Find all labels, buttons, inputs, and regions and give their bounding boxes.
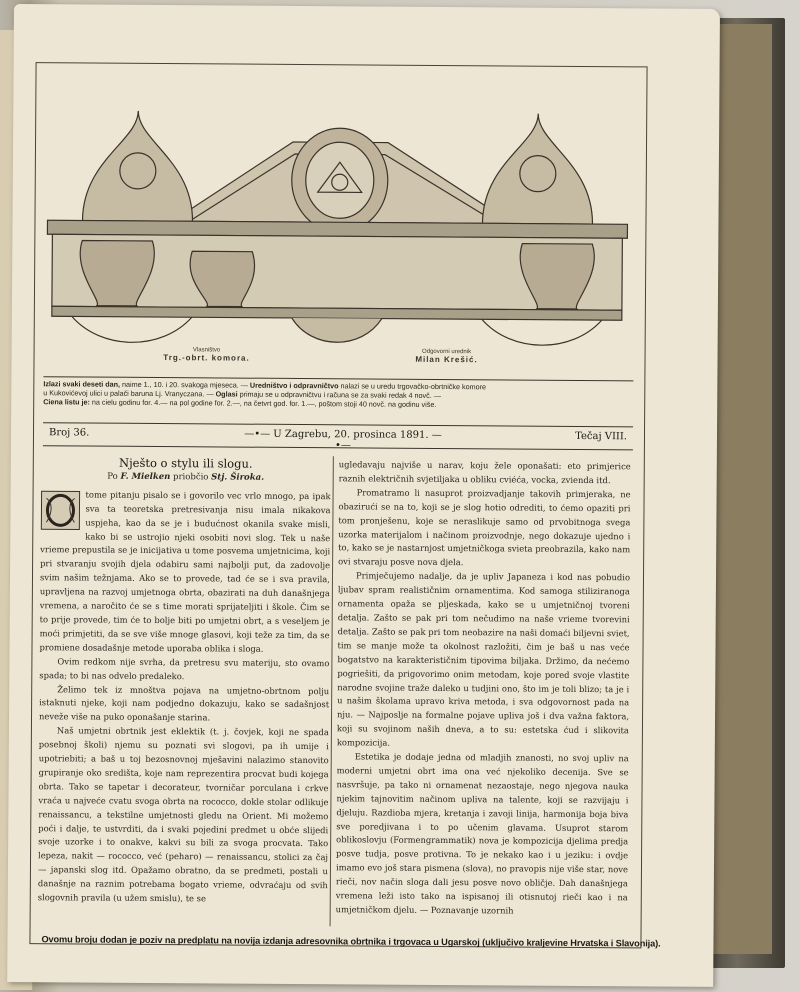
article-byline xyxy=(41,470,331,486)
editor-name: Milan Krešić. xyxy=(415,354,478,365)
paragraph: tome pitanju pisalo se i govorilo vec vrlo mnogo, pa ipak sva ta teoretska pretresivanja nisu imala nikakova uspjeha, kao da se je i budućnost okanila svake misli, kako bi se ustrojio njeki osobiti novi slog. Tek u naše vrieme prepustila se je inicijativa u tome posvema umjetnicima, koji pri stvaranju svojih djela odabiru sami najbolji put, da zadovolje svim našim težnjama. Ako se to provede, tad će se i sva pravila, upravljena na razvoj umjetnoga obrta, obazirati na duh današnjega vremena, a naročito će se s time morati sprijateljiti i škole. Čim se to prije provede, tim će to bolje biti po umjetni obrt, a s veseljem je moći primjetiti, da se sve više mnoge glasovi, koji teže za tim, da se promiene dosadašnje metode uporaba oblika i sloga. xyxy=(39,489,331,654)
paragraph: Promatramo li nasuprot proizvadjanje takovih primjeraka, ne obazirući se na to, koji se je slog hotio odrediti, to ćemo opaziti pri tom pronješenu, koje se neraslikuje samo od prvobitnoga svega uzorka materijalom i načinom proizvodnje, nego dokazuje ujedno i to, kako se je nastarnjost umjetničkoga svieta preobrazila, kako nam ovi stvaraju posve nova djela. xyxy=(338,487,631,568)
issue-volume: Tečaj VIII. xyxy=(575,430,628,443)
masthead xyxy=(42,100,634,354)
info-address: u Kukovićevoj ulici u palači baruna Lj. Vranyczana. — xyxy=(43,388,216,399)
paragraph: Estetika je dodaje jedna od mladjih znanosti, no svoj upliv na moderni umjetni obrt ima ona već njekoliko decenija. Sve se nasvršuje, pa tako ni ornamenat nezaostaje, nego njegova nauka njekim tajnovitim načinom upliva na talente, koji se razvijaju i djeluju. Razdioba mjera, kretanja i zavoji linija, harmonija boja biva sve poredjivana i to po učenim glavama. Usuprot starom oblikoslovju (Formengrammatik) nova je kompozicija djelima predja posve tudja, posve protivna. To je nekako kao i u jeziku: i ovdje imamo evo još stara pismena (slova), no pravopis nije više star, nove rieči, nov način sloga dali jesu posve novo obličje. Dah današnjega vremena leži isto tako na ispisanoj ili otisnutoj rieči kao i na umjetničkom djelu. — Poznavanje uzornih xyxy=(335,751,629,916)
info-price-label: Ciena listu je: xyxy=(43,397,90,407)
article-author: F. Mielken xyxy=(120,471,171,483)
text-column-left xyxy=(38,454,331,928)
editor-title: Odgovorni urednik xyxy=(422,348,472,356)
info-office: nalazi se u uredu trgovačko-obrtničke komore xyxy=(338,381,487,392)
owner-block xyxy=(132,347,282,363)
article-title: Nješto o stylu ili slogu. xyxy=(119,455,253,471)
footer-notice: Ovomu broju dodan je poziv na predplatu na novija izdanja adresovnika obrtnika i trgovaca u Ugarskoj (uključivo kraljevine Hrvatska i Slavonija). xyxy=(41,934,661,949)
paragraph: ugledavaju najviše u narav, koju žele oponašati: eto primjerice raznih električnih svjetiljaka u obliku cviéća, vocka, zvienda itd. xyxy=(338,459,631,486)
editor-block xyxy=(371,349,521,365)
info-frequency: naime 1., 10. i 20. svakoga mjeseca. — xyxy=(120,379,250,390)
masthead-ornament xyxy=(42,100,634,354)
paragraph: Naš umjetni obrtnik jest eklektik (t. j. čovjek, koji ne spada posebnoj školi) njemu su poznati svi slogovi, pa ih umije i upotriebiti; a baš u toj bezosnovnoj mješavini nalazimo stanovito grupiranje oko središta, koje nam reprezentira procvat budi kojega obrta. Tako se tapetar i decorateur, tvorničar porculana i crkve vraća u najveće cvatu svoga obrta na rococco, dokle stolar odlikuje renaissancu, a tekstilne umjetnosti gledu na Orient. Mi možemo poći i dalje, te ustvrditi, da i svaki pojedini predmet u obće slijedi svoje uzorke i to onakve, kakvi su bili za svoga procvata. Tako lepeza, nakit — rococco, već (peharo) — renaissancu, stolici za čaj — japanski slog itd. Opažamo obratno, da se predmeti, postali u današnje na raznim potrebama bogato vrieme, odvraćaju od svih slogovnih pravila (u užem smislu), te se xyxy=(37,725,329,904)
info-ads: primaju se u odpravničtvu i računa se za svaki redak 4 novč. — xyxy=(237,389,441,401)
paragraph: Ovim redkom nije svrha, da pretresu svu materiju, sto ovamo spada; to bi nas odvelo predaleko. xyxy=(39,656,330,681)
info-price: na cielu godinu for. 4.— na pol godine for. 2.—, na četvrt god. for. 1.—, poštom stoji 40 novč. na godinu više. xyxy=(89,397,437,410)
book-cover-inner xyxy=(712,24,772,954)
issue-date-text: U Zagrebu, 20. prosinca 1891. xyxy=(273,428,429,441)
issue-place-date: —•— U Zagrebu, 20. prosinca 1891. —•— xyxy=(244,428,442,452)
newspaper-page xyxy=(7,4,720,987)
paragraph: Primječujemo nadalje, da je upliv Japaneza i kod nas pobudio ljubav spram realističnim ornamentima. Kod samoga stiliziranoga ornamenta opaža se pljeskada, kako se u umjetničnoj tvoreni detalja. Zašto se pak pri tom nečudimo na naše vrieme tvorevini detalja. Zašto se pak pri tom neobazire na naši domaći biljevni sviet, tim se manje može ta okolnost razložiti, čim je baš u nas veće bogatstvo na karakterističnim tipovima biljaka. Držimo, da nećemo pogriešiti, da prigovorimo onim metodam, koje pored svoje vlastite narodne svojine traže daleko u tudjini ono, što im je toli blizo; ta je i u našim školama upravo kriva metoda, i sva odgovornost pada na nju. — Najposlje na formalne pojave upliva još i dva važna faktora, koji su svojinom naših dneva, a to su: estetska ćud i slikovita kompozicija. xyxy=(336,570,631,748)
byline-prefix: Po xyxy=(107,471,118,482)
ornamental-initial-o xyxy=(40,490,80,530)
owner-name: Trg.-obrt. komora. xyxy=(163,353,250,363)
text-column-right xyxy=(336,458,631,932)
owner-title: Vlasništvo xyxy=(192,347,221,354)
issue-number: Broj 36. xyxy=(48,427,90,439)
info-frequency-label: Izlazi svaki deseti dan, xyxy=(43,379,121,389)
paragraph: Želimo tek iz mnoštva pojava na umjetno-obrtnom polju istaknuti njeke, koji nam podjedno dokazuju, kako se sadašnjost neveže više na puko oponašanje starina. xyxy=(38,683,330,723)
publication-info xyxy=(43,376,633,411)
byline-mid: priobčio xyxy=(173,472,209,483)
article-translator: Stj. Široka. xyxy=(211,472,265,483)
issue-bar xyxy=(43,422,633,450)
info-ads-label: Oglasi xyxy=(215,389,238,399)
info-office-label: Uredništvo i odpravničtvo xyxy=(249,380,339,391)
